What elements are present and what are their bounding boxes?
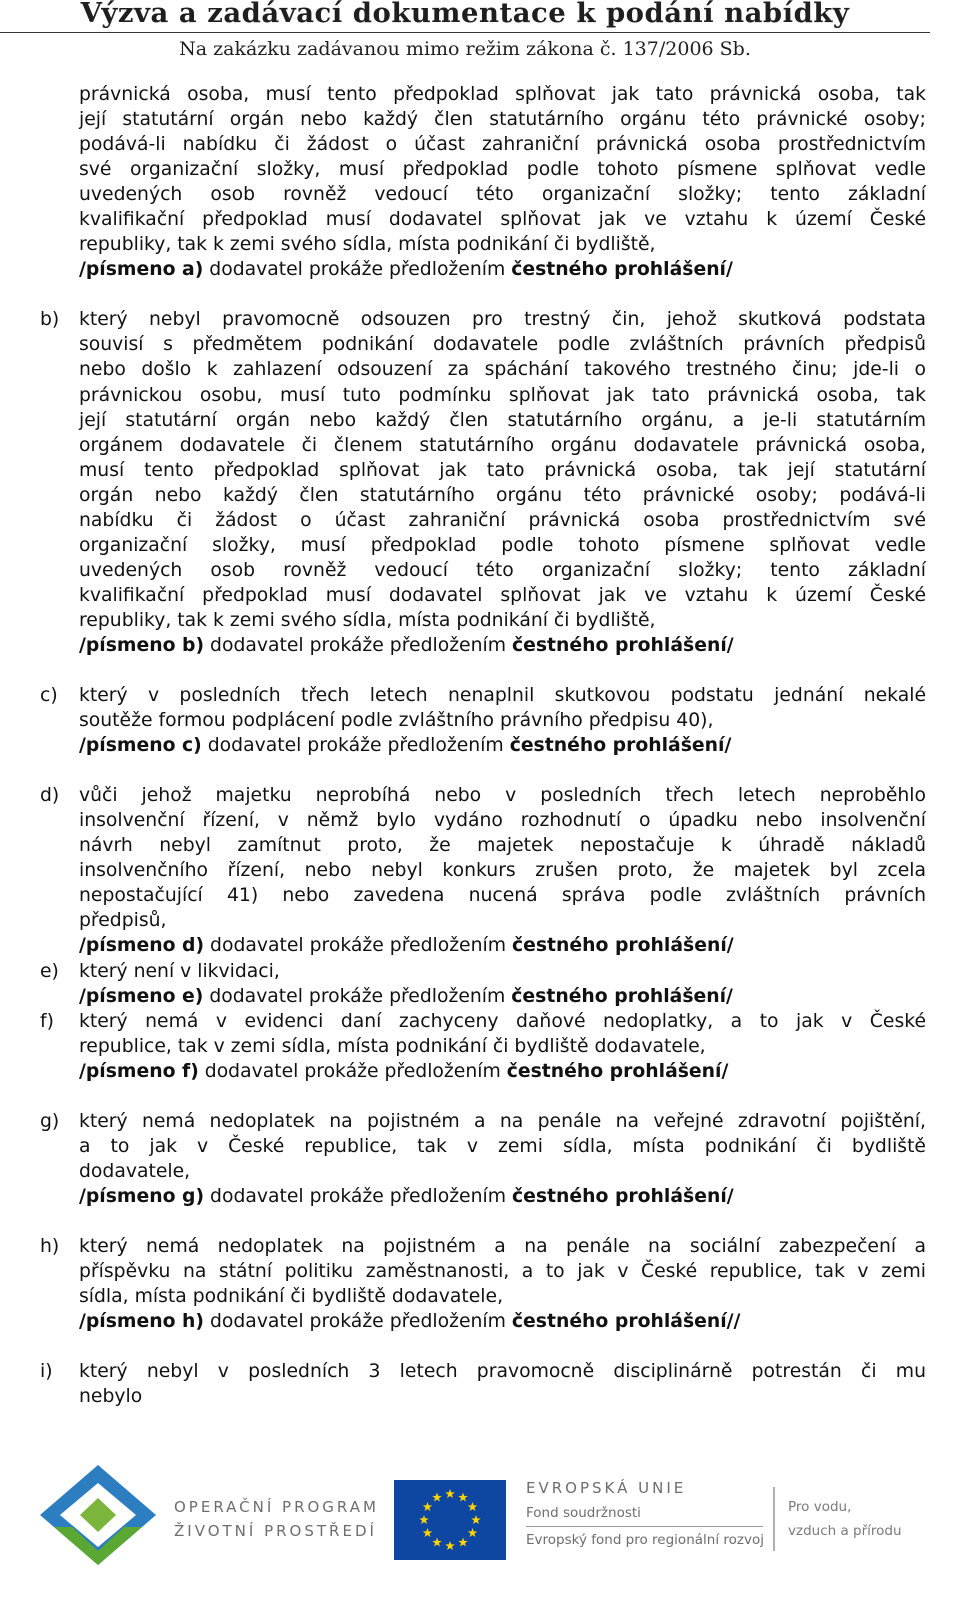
text-line: soutěže formou podplácení podle zvláštního právního předpisu 40), xyxy=(79,710,714,732)
slogan xyxy=(788,1495,902,1543)
proof-doc: čestného prohlášení/ xyxy=(506,1060,729,1082)
proof-doc: čestného prohlášení/ xyxy=(512,935,734,957)
text-line: předpisů, xyxy=(79,910,167,932)
proof-ref: /písmeno f) xyxy=(79,1060,199,1082)
list-item-c xyxy=(40,683,926,758)
text-line: souvisí s předmětem podnikání dodavatele podle zvláštních právních předpisů xyxy=(79,334,926,356)
text-line: který nebyl pravomocně odsouzen pro trestný čin, jehož skutková podstata xyxy=(79,309,926,331)
list-item-h xyxy=(40,1234,926,1334)
text-line: který nemá nedoplatek na pojistném a na penále na sociální zabezpečení a xyxy=(79,1235,926,1257)
text-line: kvalifikační předpoklad musí dodavatel splňovat jak ve vztahu k území České xyxy=(79,584,926,606)
text-line: její statutární orgán nebo každý člen statutárního orgánu, a je-li statutárním xyxy=(79,409,926,431)
proof-text: dodavatel prokáže předložením xyxy=(203,259,512,281)
proof-line xyxy=(79,633,926,658)
text-line: nebylo xyxy=(79,1386,143,1408)
text-line: a to jak v České republice, tak v zemi sídla, místa podnikání či bydliště xyxy=(79,1135,926,1157)
op-line-2: ŽIVOTNÍ PROSTŘEDÍ xyxy=(174,1522,377,1540)
item-label: e) xyxy=(40,960,59,982)
text-line: příspěvku na státní politiku zaměstnanosti, a to jak v České republice, tak v zemi xyxy=(79,1260,926,1282)
op-program-name xyxy=(174,1495,379,1543)
item-label: i) xyxy=(40,1361,53,1383)
proof-text: dodavatel prokáže předložením xyxy=(201,735,510,757)
text-line: orgán nebo každý člen statutárního orgánu této právnické osoby; podává-li xyxy=(79,484,926,506)
text-line: právnická osoba, musí tento předpoklad splňovat jak tato právnická osoba, tak xyxy=(79,84,926,105)
op-line-1: OPERAČNÍ PROGRAM xyxy=(174,1498,379,1516)
document-body xyxy=(40,82,926,1409)
text-line: návrh nebyl zamítnut proto, že majetek nepostačuje k úhradě nákladů xyxy=(79,835,926,857)
proof-text: dodavatel prokáže předložením xyxy=(203,985,512,1007)
proof-text: dodavatel prokáže předložením xyxy=(204,1311,512,1333)
proof-line xyxy=(79,733,926,758)
eu-flag-icon xyxy=(394,1480,506,1560)
proof-ref: /písmeno b) xyxy=(79,634,205,656)
proof-ref: /písmeno e) xyxy=(79,985,204,1007)
list-item-f xyxy=(40,1009,926,1084)
list-item-d xyxy=(40,783,926,958)
footer xyxy=(0,1465,960,1615)
list-item-e xyxy=(40,959,926,1009)
proof-doc: čestného prohlášení/ xyxy=(509,735,732,757)
intro-paragraph xyxy=(40,82,926,282)
text-line: insolvenčního řízení, nebo nebyl konkurs zrušen proto, že majetek byl zcela xyxy=(79,860,926,882)
item-label: f) xyxy=(40,1010,54,1032)
proof-ref: /písmeno d) xyxy=(79,935,205,957)
proof-doc: čestného prohlášení/ xyxy=(511,985,733,1007)
text-line: dodavatele, xyxy=(79,1160,191,1182)
item-label: b) xyxy=(40,309,60,331)
proof-text: dodavatel prokáže předložením xyxy=(198,1060,507,1082)
proof-doc: čestného prohlášení// xyxy=(511,1311,741,1333)
text-line: nebo došlo k zahlazení odsouzení za spáchání takového trestného činu; jde-li o xyxy=(79,359,926,381)
text-line: organizační složky, musí předpoklad podle tohoto písmene splňovat vedle xyxy=(79,534,926,556)
slogan-line-2: vzduch a přírodu xyxy=(788,1523,902,1539)
text-line: republiky, tak k zemi svého sídla, místa podnikání či bydliště, xyxy=(79,234,656,256)
text-line: své organizační složky, musí předpoklad podle tohoto písmene splňovat vedle xyxy=(79,159,926,181)
proof-text: dodavatel prokáže předložením xyxy=(204,1185,512,1207)
text-line: nepostačující 41) nebo zavedena nucená správa podle zvláštních právních xyxy=(79,885,926,907)
proof-text: dodavatel prokáže předložením xyxy=(204,935,512,957)
text-line: který nemá v evidenci daní zachyceny daňové nedoplatky, a to jak v České xyxy=(79,1010,926,1032)
text-line: republiky, tak k zemi svého sídla, místa podnikání či bydliště, xyxy=(79,609,656,631)
slogan-line-1: Pro vodu, xyxy=(788,1499,852,1515)
list-item-i xyxy=(40,1359,926,1409)
text-line: sídla, místa podnikání či bydliště dodavatele, xyxy=(79,1286,504,1308)
text-line: orgánem dodavatele či členem statutárního orgánu dodavatele právnická osoba, xyxy=(79,434,926,456)
text-line: republice, tak v zemi sídla, místa podnikání či bydliště dodavatele, xyxy=(79,1035,706,1057)
proof-line xyxy=(79,984,926,1009)
text-line: insolvenční řízení, v němž bylo vydáno rozhodnutí o úpadku nebo insolvenční xyxy=(79,810,926,832)
text-line: vůči jehož majetku neprobíhá nebo v posledních třech letech neproběhlo xyxy=(79,785,926,807)
op-zp-logo-icon xyxy=(40,1465,156,1565)
text-line: nabídku či žádost o účast zahraniční právnická osoba prostřednictvím své xyxy=(79,509,926,531)
text-line: který není v likvidaci, xyxy=(79,960,280,982)
proof-line xyxy=(79,933,926,958)
proof-ref: /písmeno c) xyxy=(79,735,202,757)
header-divider xyxy=(0,32,930,33)
text-line: kvalifikační předpoklad musí dodavatel splňovat jak ve vztahu k území České xyxy=(79,209,926,231)
text-line: který v posledních třech letech nenaplnil skutkovou podstatu jednání nekalé xyxy=(79,685,926,707)
proof-line xyxy=(79,1184,926,1209)
footer-divider xyxy=(773,1487,775,1551)
proof-line xyxy=(79,1309,926,1334)
proof-doc: čestného prohlášení/ xyxy=(512,1185,734,1207)
list-item-g xyxy=(40,1109,926,1209)
text-line: právnickou osobu, musí tuto podmínku splňovat jak tato právnická osoba, tak xyxy=(79,384,926,406)
text-line: její statutární orgán nebo každý člen statutárního orgánu této právnické osoby; xyxy=(79,109,926,131)
proof-doc: čestného prohlášení/ xyxy=(511,259,733,281)
text-line: který nebyl v posledních 3 letech pravomocně disciplinárně potrestán či mu xyxy=(79,1361,926,1383)
proof-ref: /písmeno a) xyxy=(79,259,204,281)
proof-ref: /písmeno g) xyxy=(79,1185,205,1207)
text-line: uvedených osob rovněž vedoucí této organizační složky; tento základní xyxy=(79,559,926,581)
eu-fund-regional: Evropský fond pro regionální rozvoj xyxy=(526,1532,764,1548)
eu-fund-cohesion: Fond soudržnosti xyxy=(526,1505,641,1521)
text-line: uvedených osob rovněž vedoucí této organizační složky; tento základní xyxy=(79,184,926,206)
eu-title: EVROPSKÁ UNIE xyxy=(526,1479,687,1497)
text-line: musí tento předpoklad splňovat jak tato právnická osoba, tak její statutární xyxy=(79,459,926,481)
item-label: h) xyxy=(40,1235,60,1257)
proof-text: dodavatel prokáže předložením xyxy=(204,634,512,656)
list-item-b xyxy=(40,307,926,658)
proof-line xyxy=(79,257,926,282)
eu-divider xyxy=(526,1526,763,1527)
proof-line xyxy=(79,1059,926,1084)
item-label: g) xyxy=(40,1110,60,1132)
proof-doc: čestného prohlášení/ xyxy=(512,634,734,656)
page-title: Výzva a zadávací dokumentace k podání nabídky xyxy=(80,0,850,29)
text-line: podává-li nabídku či žádost o účast zahraniční právnická osoba prostřednictvím xyxy=(79,134,926,156)
item-label: d) xyxy=(40,785,60,807)
page-subtitle: Na zakázku zadávanou mimo režim zákona č. 137/2006 Sb. xyxy=(179,38,751,60)
text-line: který nemá nedoplatek na pojistném a na penále na veřejné zdravotní pojištění, xyxy=(79,1110,926,1132)
proof-ref: /písmeno h) xyxy=(79,1311,204,1333)
item-label: c) xyxy=(40,685,58,707)
